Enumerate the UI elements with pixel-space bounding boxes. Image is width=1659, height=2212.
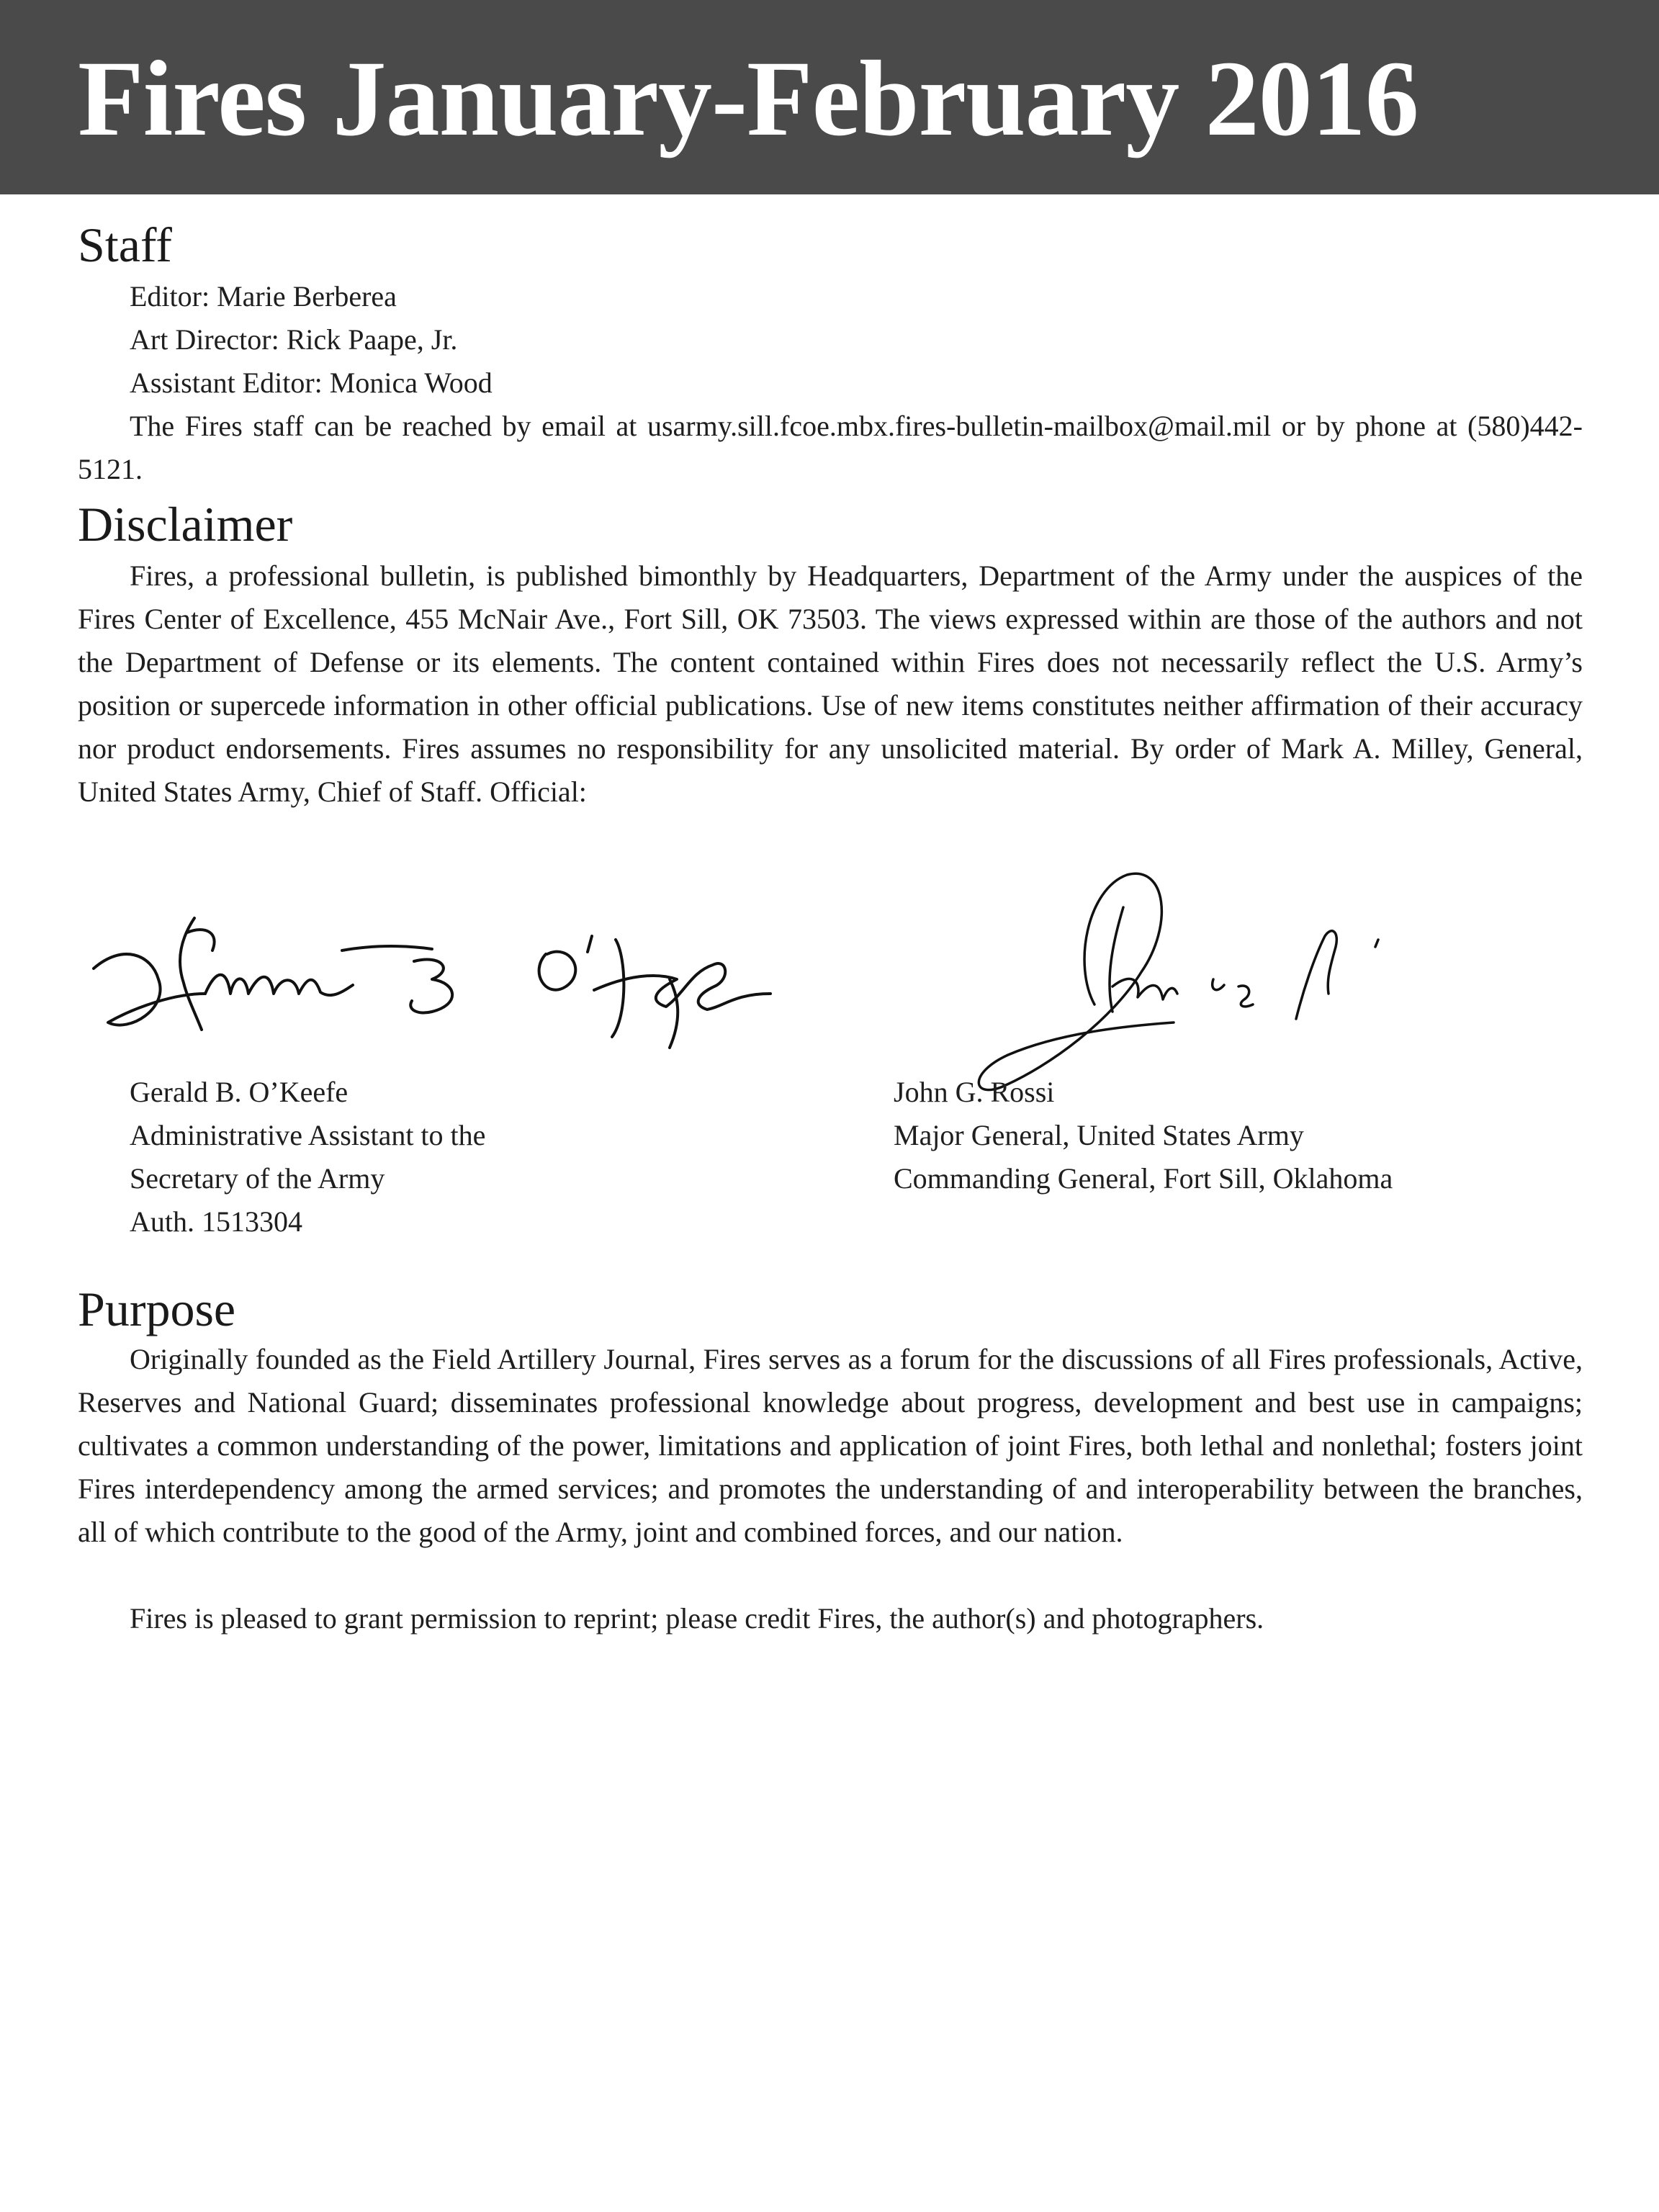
purpose-text: Originally founded as the Field Artillery Journal, Fires serves as a forum for the discussions of all Fires professionals, Active, Reserves and National Guard; disseminates professional knowledge about progress, development and best use in campaigns; cultivates a common understanding of the power, limitations and application of joint Fires, both lethal and nonlethal; fosters joint Fires interdependency among the armed services; and promotes the understanding of and interoperability between the branches, all of which contribute to the good of the Army, joint and combined forces, and our nation. [78, 1343, 1583, 1548]
signature-okeefe [79, 886, 799, 1058]
signatory-2-title-line1: Major General, United States Army [894, 1119, 1304, 1151]
disclaimer-text: Fires, a professional bulletin, is published bimonthly by Headquarters, Department of the Army under the auspices of the Fires Center of Excellence, 455 McNair Ave., Fort Sill, OK 73503. The views expressed within are those of the authors and not the Department of Defense or its elements. The content contained within Fires does not necessarily reflect the U.S. Army’s position or supercede information in other official publications. Use of new items constitutes neither affirmation of their accuracy nor product endorsements. Fires assumes no responsibility for any unsolicited material. By order of Mark A. Milley, General, United States Army, Chief of Staff. Official: [78, 559, 1583, 808]
staff-contact: The Fires staff can be reached by email at usarmy.sill.fcoe.mbx.fires-bulletin-mailbox@mail.mil or by phone at (580)442-5121. [78, 410, 1583, 485]
staff-art-director: Art Director: Rick Paape, Jr. [130, 323, 458, 356]
signatory-1-name: Gerald B. O’Keefe [130, 1076, 349, 1108]
title-banner [0, 0, 1659, 194]
page-title: Fires January-February 2016 [78, 39, 1419, 158]
signatory-1-title-line1: Administrative Assistant to the [130, 1119, 486, 1151]
staff-heading: Staff [78, 217, 172, 272]
signatory-1-auth: Auth. 1513304 [130, 1205, 302, 1238]
staff-assistant-editor: Assistant Editor: Monica Wood [130, 367, 493, 399]
signatory-2-name: John G. Rossi [894, 1076, 1055, 1108]
purpose-reprint: Fires is pleased to grant permission to reprint; please credit Fires, the author(s) and photographers. [130, 1602, 1264, 1635]
signatory-2-title-line2: Commanding General, Fort Sill, Oklahoma [894, 1162, 1393, 1195]
signatory-1-title-line2: Secretary of the Army [130, 1162, 385, 1195]
purpose-heading: Purpose [78, 1282, 236, 1336]
disclaimer-heading: Disclaimer [78, 497, 293, 552]
staff-editor: Editor: Marie Berberea [130, 280, 397, 313]
signature-rossi [958, 857, 1505, 1102]
